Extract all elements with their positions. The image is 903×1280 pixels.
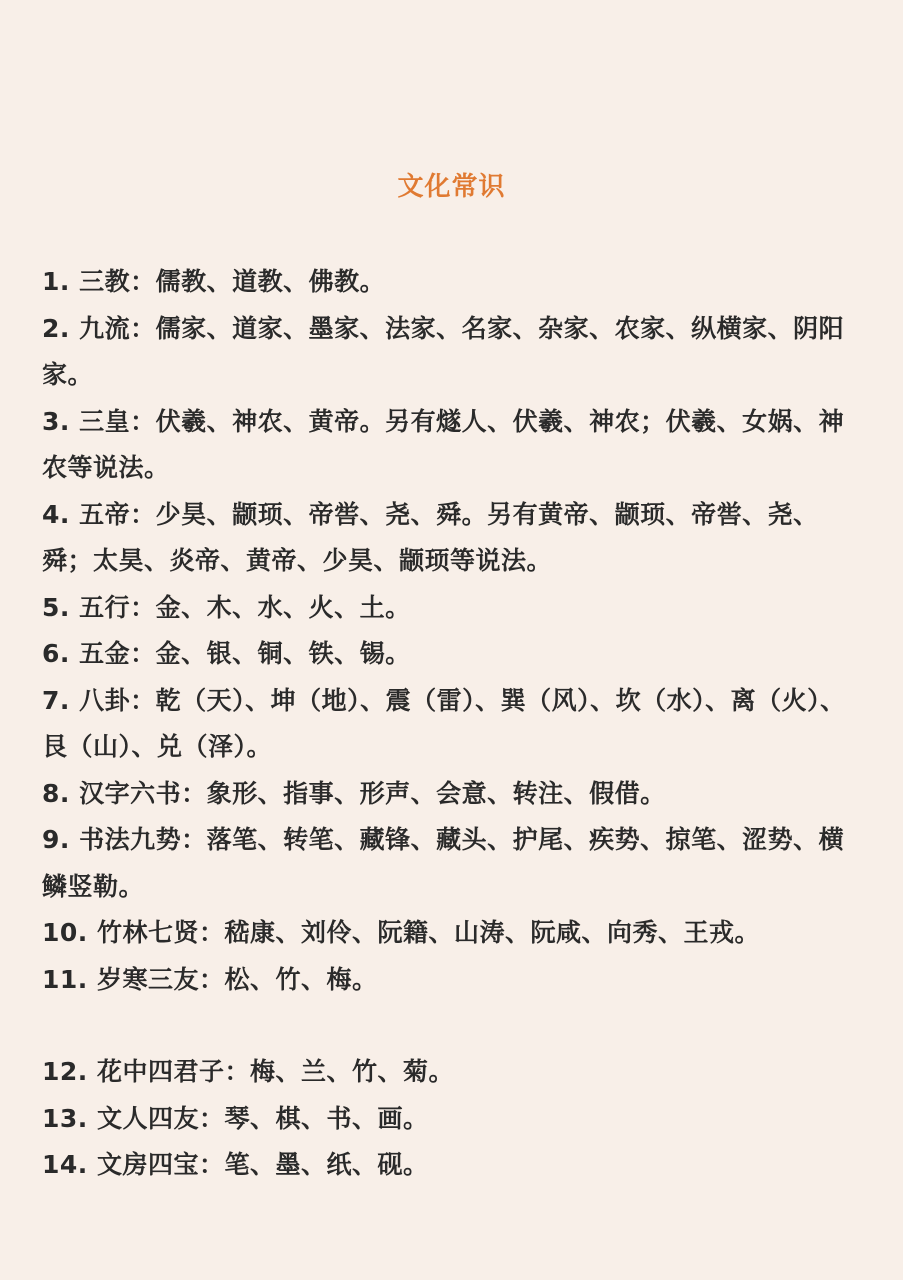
list-item: 8. 汉字六书：象形、指事、形声、会意、转注、假借。 — [42, 778, 666, 808]
list-item: 14. 文房四宝：笔、墨、纸、砚。 — [42, 1150, 429, 1179]
list-item: 1. 三教：儒教、道教、佛教。 — [42, 267, 386, 296]
list-item: 6. 五金：金、银、铜、铁、锡。 — [42, 639, 411, 668]
list-item: 9. 书法九势：落笔、转笔、藏锋、藏头、护尾、疾势、掠笔、涩势、横鳞竖勒。 — [42, 825, 845, 901]
knowledge-list — [42, 259, 864, 1189]
page-title: 文化常识 — [397, 172, 506, 202]
list-item: 10. 竹林七贤：嵇康、刘伶、阮籍、山涛、阮咸、向秀、王戎。 — [42, 918, 760, 947]
list-item: 12. 花中四君子：梅、兰、竹、菊。 — [42, 1057, 454, 1086]
list-item: 5. 五行：金、木、水、火、土。 — [42, 592, 411, 622]
list-item: 3. 三皇：伏羲、神农、黄帝。另有燧人、伏羲、神农；伏羲、女娲、神农等说法。 — [42, 406, 845, 482]
list-item: 4. 五帝：少昊、颛顼、帝喾、尧、舜。另有黄帝、颛顼、帝喾、尧、舜；太昊、炎帝、黄帝、少昊、颛顼等说法。 — [42, 499, 819, 575]
list-item: 7. 八卦：乾（天）、坤（地）、震（雷）、巽（风）、坎（水）、离（火）、艮（山）、兑（泽）。 — [42, 685, 846, 761]
list-item: 2. 九流：儒家、道家、墨家、法家、名家、杂家、农家、纵横家、阴阳家。 — [42, 313, 845, 389]
list-item: 13. 文人四友：琴、棋、书、画。 — [42, 1103, 429, 1133]
list-item: 11. 岁寒三友：松、竹、梅。 — [42, 964, 378, 994]
